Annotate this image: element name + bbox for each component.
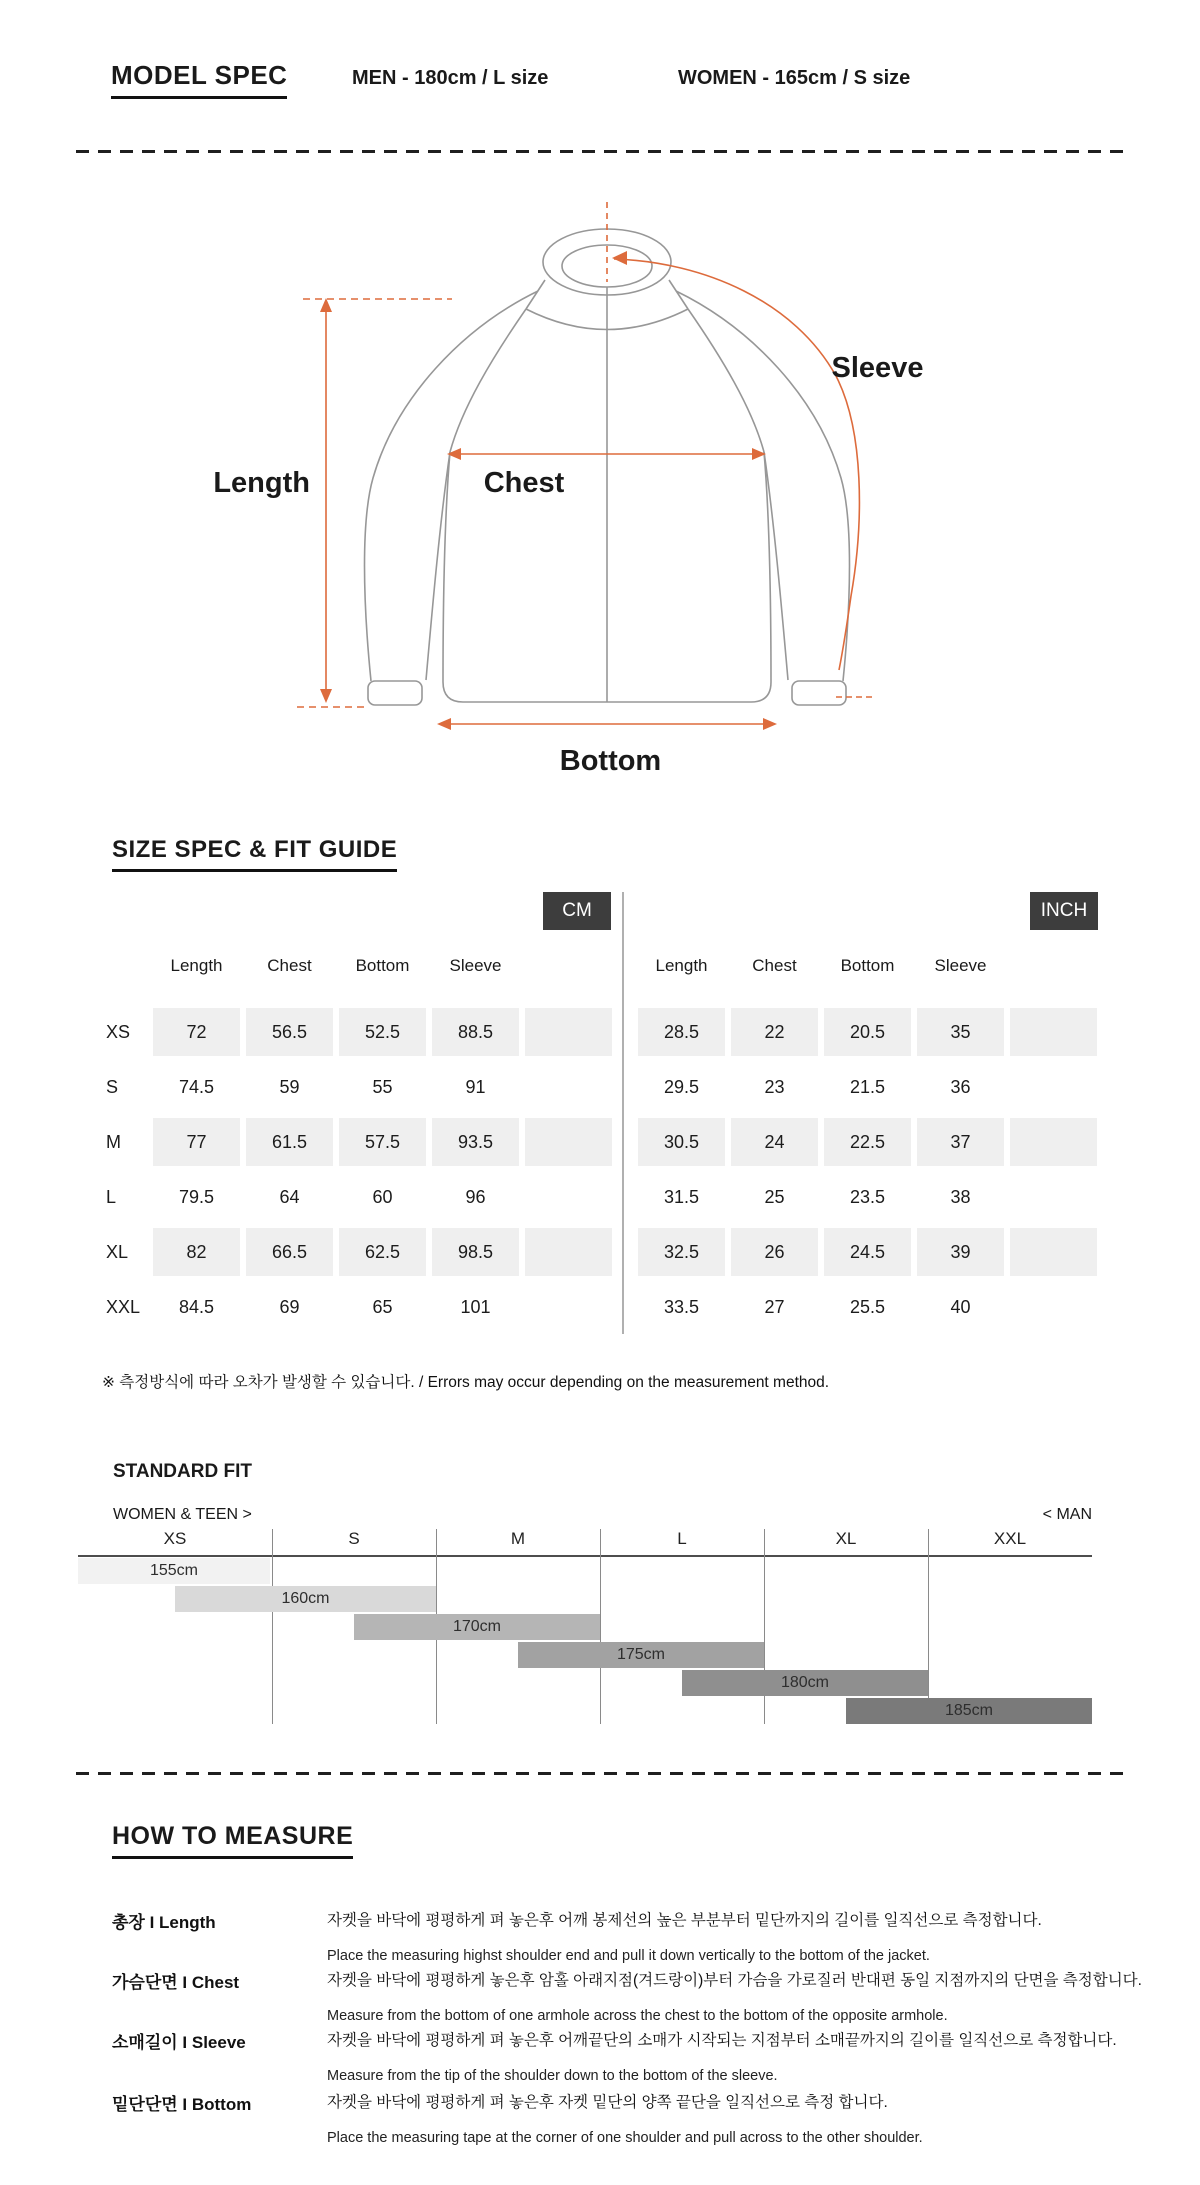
cm-value: 79.5 [178,1187,215,1207]
measure-en-length: Place the measuring highst shoulder end and pull it down vertically to the bottom of the jacket. [327,1948,930,1964]
measure-kr-sleeve: 자켓을 바닥에 평평하게 펴 놓은후 어깨끝단의 소매가 시작되는 지점부터 소매끝까지의 길이를 일직선으로 측정합니다. [327,2032,1117,2049]
empty-cell [1010,1008,1097,1056]
measurement-note: ※ 측정방식에 따라 오차가 발생할 수 있습니다. / Errors may occur depending on the measurement method. [102,1374,830,1391]
inch-col-chest: Chest [752,956,797,975]
table-row [638,1008,1098,1056]
cm-col-length: Length [170,956,223,975]
fit-size-xxl: XXL [993,1529,1027,1548]
cm-value: 57.5 [339,1118,426,1166]
inch-value: 24 [731,1118,818,1166]
cm-value: 98.5 [432,1228,519,1276]
inch-value: 33.5 [663,1297,700,1317]
cm-value: 64 [279,1187,300,1207]
inch-value: 21.5 [849,1077,886,1097]
inch-value: 37 [917,1118,1004,1166]
height-bar-170: 170cm [354,1614,600,1640]
measure-label-sleeve: 소매길이 I Sleeve [112,2033,246,2052]
cm-value: 55 [372,1077,393,1097]
cm-value: 62.5 [339,1228,426,1276]
table-row [106,1063,616,1111]
inch-table-header [638,953,1098,1001]
table-row [106,1118,616,1166]
table-row [638,1173,1098,1221]
table-row [638,1228,1098,1276]
cm-value: 69 [279,1297,300,1317]
inch-value: 22 [731,1008,818,1056]
cm-value: 72 [153,1008,240,1056]
inch-value: 40 [950,1297,971,1317]
inch-value: 38 [950,1187,971,1207]
size-spec-title: SIZE SPEC & FIT GUIDE [112,836,397,872]
inch-value: 30.5 [638,1118,725,1166]
bottom-label: Bottom [559,745,662,777]
size-label: XL [106,1242,129,1262]
inch-value: 23.5 [849,1187,886,1207]
cm-value: 74.5 [178,1077,215,1097]
size-label: L [106,1187,117,1207]
cm-table-header [106,953,616,1001]
measure-en-sleeve: Measure from the tip of the shoulder down to the bottom of the sleeve. [327,2068,778,2084]
measure-label-length: 총장 I Length [112,1913,216,1932]
measure-kr-chest: 자켓을 바닥에 평평하게 놓은후 암홀 아래지점(겨드랑이)부터 가슴을 가로질러 반대편 동일 지점까지의 단면을 측정합니다. [327,1972,1142,1989]
measure-arrows [297,202,874,724]
cm-value: 84.5 [178,1297,215,1317]
table-row [638,1118,1098,1166]
cm-value: 59 [279,1077,300,1097]
inch-value: 39 [917,1228,1004,1276]
measure-kr-length: 자켓을 바닥에 평평하게 펴 놓은후 어깨 봉제선의 높은 부분부터 밑단까지의 길이를 일직선으로 측정합니다. [327,1912,1042,1929]
how-to-measure-title: HOW TO MEASURE [112,1822,353,1859]
inch-col-length: Length [655,956,708,975]
empty-cell [525,1008,612,1056]
measure-label-chest: 가슴단면 I Chest [112,1973,240,1992]
inch-value: 31.5 [663,1187,700,1207]
inch-value: 27 [764,1297,785,1317]
inch-value: 32.5 [638,1228,725,1276]
table-row [638,1063,1098,1111]
cm-col-sleeve: Sleeve [449,956,502,975]
size-label: M [106,1132,121,1152]
fit-size-l: L [677,1529,687,1548]
measure-en-chest: Measure from the bottom of one armhole across the chest to the bottom of the opposite armhole. [327,2008,948,2024]
table-divider [622,892,624,1334]
inch-value: 29.5 [663,1077,700,1097]
inch-value: 23 [764,1077,785,1097]
inch-value: 20.5 [824,1008,911,1056]
table-row [106,1228,616,1276]
inch-value: 25.5 [849,1297,886,1317]
measure-label-bottom: 밑단단면 I Bottom [112,2095,252,2114]
height-bar-175: 175cm [518,1642,764,1668]
cm-value: 52.5 [339,1008,426,1056]
fit-grid-line [928,1529,929,1724]
women-model-spec: WOMEN - 165cm / S size [678,67,911,89]
cm-value: 77 [153,1118,240,1166]
inch-unit-badge: INCH [1030,892,1098,930]
cm-unit-badge: CM [543,892,611,930]
inch-value: 35 [917,1008,1004,1056]
cm-value: 96 [465,1187,486,1207]
sleeve-label: Sleeve [831,352,924,384]
empty-cell [525,1228,612,1276]
fit-size-m: M [510,1529,526,1548]
fit-grid-line [272,1529,273,1724]
inch-value: 22.5 [824,1118,911,1166]
men-model-spec: MEN - 180cm / L size [352,67,549,89]
size-label: XXL [106,1297,141,1317]
height-bar-155: 155cm [78,1558,270,1584]
cm-col-chest: Chest [267,956,312,975]
inch-value: 24.5 [824,1228,911,1276]
inch-col-sleeve: Sleeve [934,956,987,975]
empty-cell [525,1118,612,1166]
chest-label: Chest [483,467,565,499]
divider-bottom [76,1772,1124,1775]
cm-value: 93.5 [432,1118,519,1166]
fit-group-left: WOMEN & TEEN > [113,1506,252,1523]
inch-value: 26 [731,1228,818,1276]
cm-value: 56.5 [246,1008,333,1056]
table-row [106,1173,616,1221]
inch-value: 25 [764,1187,785,1207]
table-row [638,1283,1098,1331]
table-row [106,1283,616,1331]
cm-value: 60 [372,1187,393,1207]
jacket-diagram [0,150,1200,800]
inch-value: 28.5 [638,1008,725,1056]
cm-col-bottom: Bottom [355,956,410,975]
measure-kr-bottom: 자켓을 바닥에 평평하게 펴 놓은후 자켓 밑단의 양쪽 끝단을 일직선으로 측정 합니다. [327,2094,888,2111]
cm-value: 66.5 [246,1228,333,1276]
cm-value: 65 [372,1297,393,1317]
measure-en-bottom: Place the measuring tape at the corner of one shoulder and pull across to the other shoulder. [327,2130,923,2146]
length-label: Length [213,467,310,499]
cm-value: 88.5 [432,1008,519,1056]
size-label: XS [106,1022,131,1042]
fit-size-s: S [348,1529,360,1548]
empty-cell [1010,1118,1097,1166]
page-title: MODEL SPEC [111,60,287,99]
height-bar-180: 180cm [682,1670,928,1696]
sleeve-measure-arc [614,259,859,670]
cm-value: 101 [460,1297,491,1317]
jacket-outline [365,229,850,705]
empty-cell [1010,1228,1097,1276]
height-bar-160: 160cm [175,1586,436,1612]
inch-value: 36 [950,1077,971,1097]
table-row [106,1008,616,1056]
cm-value: 61.5 [246,1118,333,1166]
size-label: S [106,1077,119,1097]
fit-group-right: < MAN [1042,1506,1092,1523]
cm-value: 82 [153,1228,240,1276]
inch-col-bottom: Bottom [840,956,895,975]
fit-guide-title: STANDARD FIT [113,1461,252,1482]
fit-size-xl: XL [835,1529,857,1548]
height-bar-185: 185cm [846,1698,1092,1724]
fit-size-xs: XS [163,1529,187,1548]
cm-value: 91 [465,1077,486,1097]
fit-axis-line [78,1555,1092,1557]
fit-grid-line [600,1529,601,1724]
